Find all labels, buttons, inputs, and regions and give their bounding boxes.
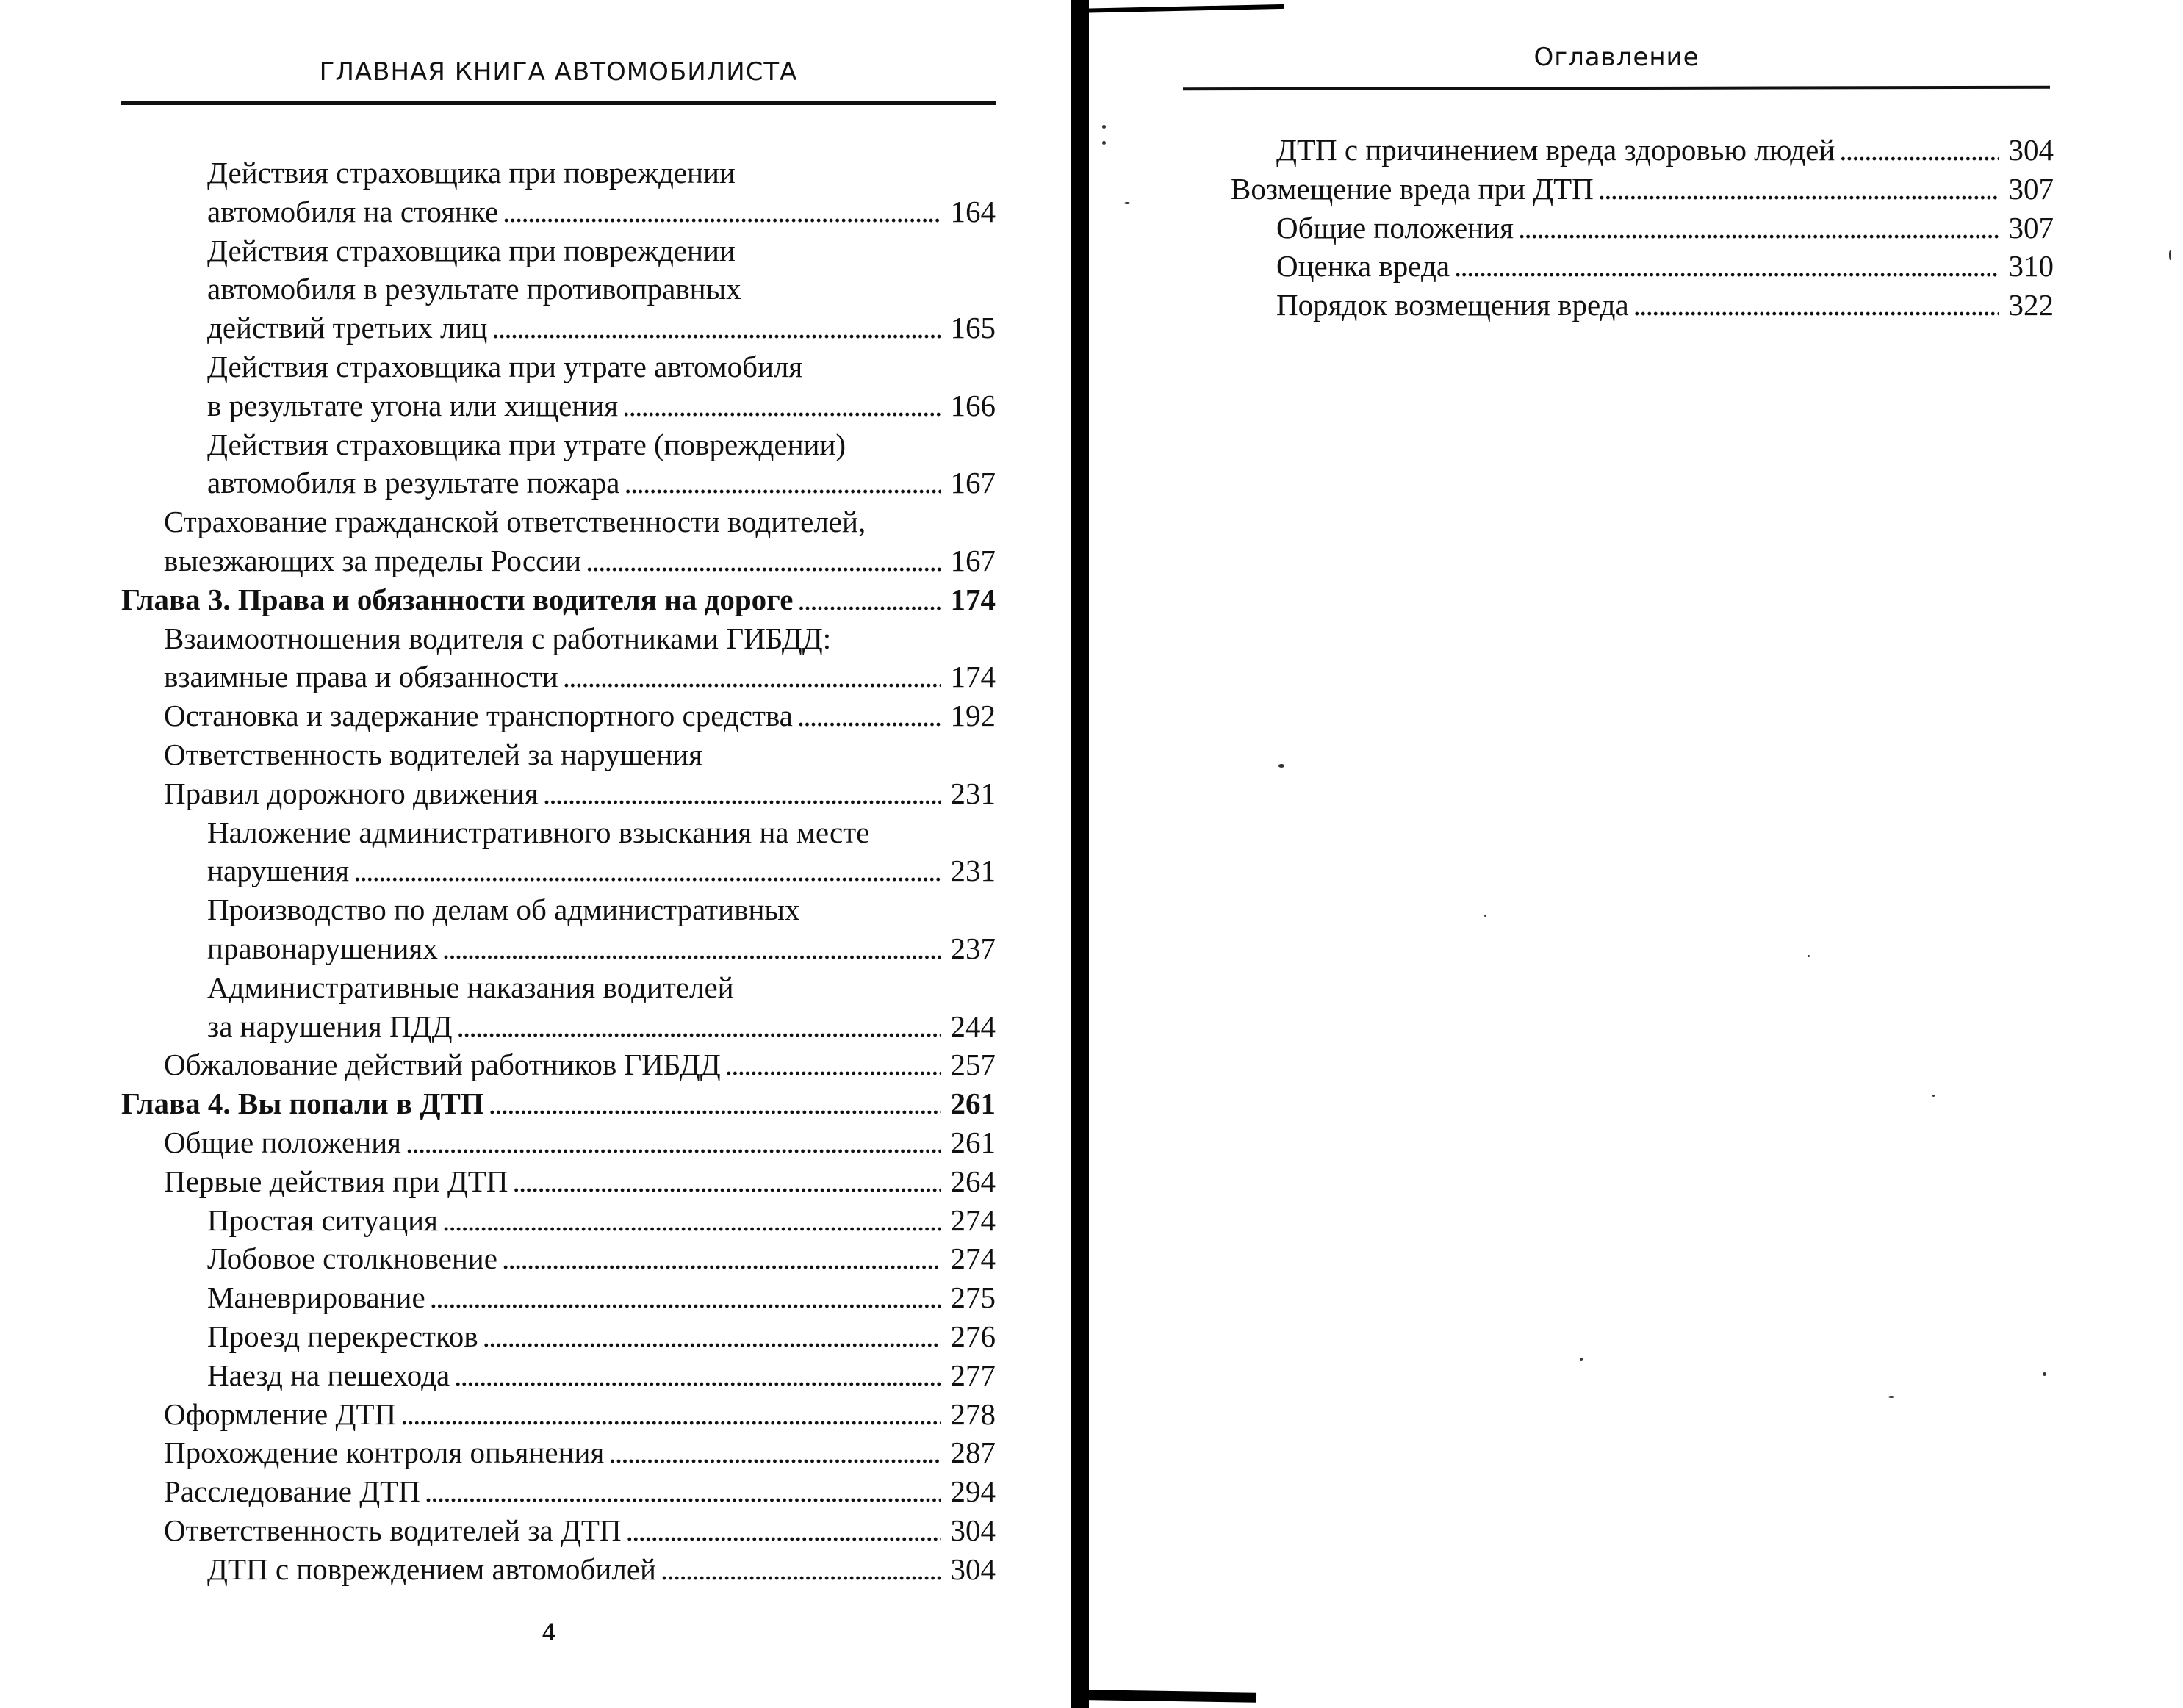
toc-entry xyxy=(121,696,996,735)
toc-entry-text: Простая ситуация xyxy=(207,1203,438,1237)
scan-speck xyxy=(1484,915,1486,917)
scan-speck xyxy=(2043,1372,2046,1376)
toc-entry-text: ДТП с причинением вреда здоровью людей xyxy=(1276,133,1835,167)
dot-leader xyxy=(543,774,941,813)
toc-entry xyxy=(121,1317,996,1356)
toc-page-number: 257 xyxy=(950,1048,996,1082)
dot-leader xyxy=(661,1550,941,1589)
dot-leader xyxy=(797,696,941,735)
dot-leader xyxy=(563,657,941,696)
dot-leader xyxy=(457,1007,941,1046)
toc-entry-text: Административные наказания водителей xyxy=(207,970,734,1004)
dot-leader xyxy=(1518,209,1999,248)
toc-entry-text: Страхование гражданской ответственности водителей, xyxy=(164,505,866,539)
toc-entry xyxy=(121,890,996,968)
toc-entry-text: Лобовое столкновение xyxy=(207,1242,497,1276)
toc-entry-text: за нарушения ПДД xyxy=(207,1009,453,1043)
toc-entry xyxy=(121,1472,996,1511)
toc-entry xyxy=(121,231,996,347)
toc-entry-text: Правил дорожного движения xyxy=(164,776,539,810)
toc-page-number: 277 xyxy=(950,1358,996,1392)
toc-chapter-entry xyxy=(121,580,996,619)
table-of-contents-left xyxy=(121,154,996,1588)
scan-speck xyxy=(1580,1358,1583,1361)
toc-page-number: 322 xyxy=(2008,288,2054,322)
toc-chapter-text: Глава 3. Права и обязанности водителя на дороге xyxy=(121,582,794,616)
left-page xyxy=(0,0,1073,1708)
table-of-contents-right xyxy=(1231,131,2054,325)
toc-page-number: 294 xyxy=(950,1474,996,1509)
toc-entry-text: Расследование ДТП xyxy=(164,1474,420,1509)
toc-page-number: 278 xyxy=(950,1397,996,1431)
toc-entry xyxy=(121,1239,996,1278)
toc-page-number: 274 xyxy=(950,1242,996,1276)
toc-page-number: 192 xyxy=(950,699,996,733)
toc-entry-text: Производство по делам об административных xyxy=(207,893,800,927)
toc-entry xyxy=(121,1433,996,1472)
toc-page-number: 261 xyxy=(950,1087,996,1121)
toc-page-number: 274 xyxy=(950,1203,996,1237)
toc-entry-text: взаимные права и обязанности xyxy=(164,660,558,694)
dot-leader xyxy=(353,851,940,890)
toc-entry-text: Наезд на пешехода xyxy=(207,1358,450,1392)
dot-leader xyxy=(1598,170,1999,209)
dot-leader xyxy=(622,386,940,425)
header-rule-right xyxy=(1183,86,2050,90)
toc-page-number: 276 xyxy=(950,1319,996,1353)
toc-entry-text: Прохождение контроля опьянения xyxy=(164,1435,605,1470)
dot-leader xyxy=(624,464,940,502)
toc-entry xyxy=(121,1550,996,1589)
toc-entry-text: нарушения xyxy=(207,854,350,888)
toc-entry-text: Наложение административного взыскания на месте xyxy=(207,815,870,849)
dot-leader xyxy=(406,1123,941,1162)
dot-leader xyxy=(454,1356,940,1395)
toc-page-number: 174 xyxy=(950,582,996,616)
dot-leader xyxy=(502,1239,941,1278)
toc-entry-text: правонарушениях xyxy=(207,931,438,965)
toc-entry xyxy=(1231,170,2054,209)
toc-page-number: 264 xyxy=(950,1164,996,1198)
toc-page-number: 275 xyxy=(950,1280,996,1315)
toc-entry xyxy=(121,425,996,503)
toc-entry xyxy=(121,813,996,891)
toc-page-number: 287 xyxy=(950,1435,996,1470)
toc-entry xyxy=(121,502,996,580)
toc-entry-text: Оформление ДТП xyxy=(164,1397,397,1431)
toc-entry-text: Ответственность водителей за нарушения xyxy=(164,737,703,771)
toc-entry xyxy=(121,735,996,813)
dot-leader xyxy=(725,1045,941,1084)
toc-page-number: 165 xyxy=(950,311,996,345)
toc-page-number: 167 xyxy=(950,543,996,577)
toc-entry xyxy=(121,1511,996,1550)
running-head-right: Оглавление xyxy=(1533,43,1700,72)
toc-entry xyxy=(121,154,996,231)
toc-entry-text: Возмещение вреда при ДТП xyxy=(1231,171,1594,206)
scan-speck xyxy=(1124,202,1130,204)
toc-page-number: 304 xyxy=(950,1552,996,1586)
toc-chapter-text: Глава 4. Вы попали в ДТП xyxy=(121,1087,484,1121)
toc-entry-text: Порядок возмещения вреда xyxy=(1276,288,1629,322)
toc-page-number: 231 xyxy=(950,854,996,888)
toc-entry xyxy=(121,968,996,1046)
toc-entry xyxy=(1231,209,2054,248)
toc-entry-text: автомобиля на стоянке xyxy=(207,194,499,228)
toc-page-number: 174 xyxy=(950,660,996,694)
dot-leader xyxy=(483,1317,941,1356)
toc-page-number: 304 xyxy=(950,1513,996,1547)
toc-entry xyxy=(121,1395,996,1434)
toc-entry-text: Ответственность водителей за ДТП xyxy=(164,1513,622,1547)
toc-entry-text: Общие положения xyxy=(164,1125,401,1159)
toc-entry xyxy=(1231,131,2054,170)
dot-leader xyxy=(1454,247,1998,286)
toc-entry xyxy=(1231,286,2054,325)
toc-entry-text: Обжалование действий работников ГИБДД xyxy=(164,1048,721,1082)
toc-entry xyxy=(121,1278,996,1317)
toc-page-number: 231 xyxy=(950,776,996,810)
dot-leader xyxy=(608,1433,940,1472)
dot-leader xyxy=(442,1201,941,1240)
toc-entry-text: Общие положения xyxy=(1276,210,1514,245)
toc-page-number: 164 xyxy=(950,194,996,228)
toc-entry-text: Оценка вреда xyxy=(1276,249,1450,284)
page-number: 4 xyxy=(542,1617,555,1646)
scan-speck xyxy=(1932,1095,1935,1097)
toc-entry-text: Первые действия при ДТП xyxy=(164,1164,508,1198)
right-page xyxy=(1073,0,2183,1708)
toc-page-number: 167 xyxy=(950,466,996,500)
toc-page-number: 310 xyxy=(2008,249,2054,284)
toc-entry-text: Действия страховщика при утрате автомобиля xyxy=(207,349,803,383)
toc-entry-text: ДТП с повреждением автомобилей xyxy=(207,1552,656,1586)
dot-leader xyxy=(492,309,940,347)
toc-entry-text: Остановка и задержание транспортного средства xyxy=(164,699,793,733)
toc-entry xyxy=(121,1123,996,1162)
toc-entry xyxy=(121,1162,996,1201)
toc-entry-text: автомобиля в результате противоправных xyxy=(207,272,741,306)
toc-entry xyxy=(1231,247,2054,286)
toc-entry-text: Действия страховщика при повреждении xyxy=(207,233,736,267)
toc-entry xyxy=(121,1045,996,1084)
dot-leader xyxy=(512,1162,940,1201)
toc-entry-text: Взаимоотношения водителя с работниками ГИБДД: xyxy=(164,621,832,655)
dot-leader xyxy=(797,580,940,619)
dot-leader xyxy=(1839,131,1998,170)
toc-page-number: 261 xyxy=(950,1125,996,1159)
dot-leader xyxy=(503,192,940,231)
toc-entry-text: действий третьих лиц xyxy=(207,311,488,345)
toc-entry-text: Проезд перекрестков xyxy=(207,1319,478,1353)
toc-page-number: 304 xyxy=(2008,133,2054,167)
header-rule-left xyxy=(121,101,996,105)
scan-speck xyxy=(1808,955,1810,957)
running-head-left: ГЛАВНАЯ КНИГА АВТОМОБИЛИСТА xyxy=(319,57,798,87)
toc-entry-text: Маневрирование xyxy=(207,1280,425,1315)
toc-entry-text: автомобиля в результате пожара xyxy=(207,466,620,500)
scan-speck xyxy=(2169,250,2171,260)
scan-speck xyxy=(1278,764,1284,768)
toc-entry xyxy=(121,347,996,425)
toc-chapter-entry xyxy=(121,1084,996,1123)
dot-leader xyxy=(425,1472,941,1511)
toc-page-number: 166 xyxy=(950,388,996,422)
toc-entry xyxy=(121,1201,996,1240)
dot-leader xyxy=(489,1084,941,1123)
dot-leader xyxy=(442,929,941,968)
scan-speck xyxy=(1102,141,1106,145)
toc-entry xyxy=(121,1356,996,1395)
toc-entry xyxy=(121,619,996,697)
dot-leader xyxy=(400,1395,940,1434)
toc-entry-text: Действия страховщика при утрате (повреждении) xyxy=(207,427,846,461)
dot-leader xyxy=(626,1511,941,1550)
scan-speck xyxy=(1888,1396,1894,1398)
toc-page-number: 244 xyxy=(950,1009,996,1043)
dot-leader xyxy=(430,1278,941,1317)
toc-entry-text: выезжающих за пределы России xyxy=(164,543,582,577)
toc-page-number: 307 xyxy=(2008,210,2054,245)
dot-leader xyxy=(1633,286,1999,325)
scan-speck xyxy=(1102,125,1106,129)
toc-page-number: 307 xyxy=(2008,171,2054,206)
dot-leader xyxy=(586,541,940,580)
toc-entry-text: в результате угона или хищения xyxy=(207,388,619,422)
toc-page-number: 237 xyxy=(950,931,996,965)
toc-entry-text: Действия страховщика при повреждении xyxy=(207,156,736,190)
